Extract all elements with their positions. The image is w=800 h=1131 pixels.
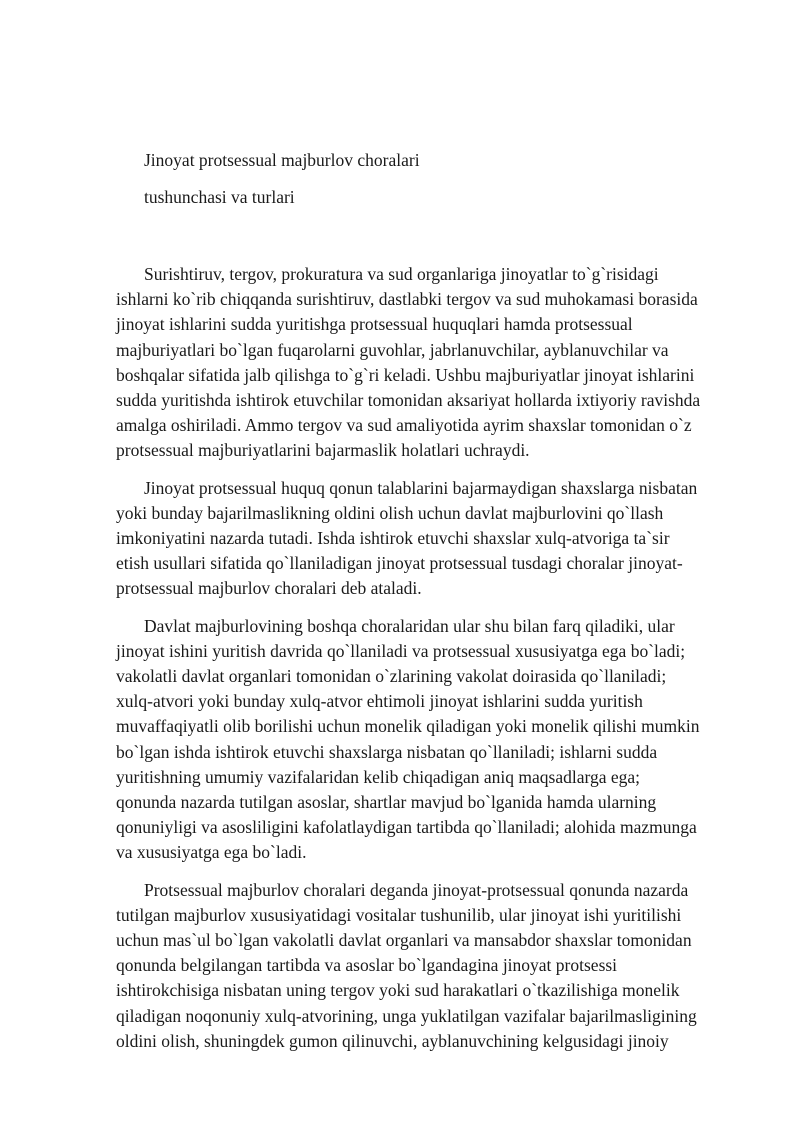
document-title-line-2: tushunchasi va turlari bbox=[144, 187, 295, 207]
paragraph-4: Protsessual majburlov choralari deganda jinoyat-protsessual qonunda nazarda tutilgan majburlov xususiyatidagi vositalar tushunilib, ular jinoyat ishi yuritilishi uchun mas`ul bo`lgan vakolatli davlat organlari va mansabdor shaxslar tomonidan qonunda belgilangan tartibda va asoslar bo`lgandagina jinoyat protsessi ishtirokchisiga nisbatan uning tergov yoki sud harakatlari o`tkazilishiga monelik qiladigan noqonuniy xulq-atvorining, unga yuklatilgan vazifalar bajarilmasligining oldini olish, shuningdek gumon qilinuvchi, ayblanuvchining kelgusidagi jinoiy bbox=[116, 879, 697, 1051]
paragraph-1: Surishtiruv, tergov, prokuratura va sud organlariga jinoyatlar to`g`risidagi ishlarni ko`rib chiqqanda surishtiruv, dastlabki tergov va sud muhokamasi borasida jinoyat ishlarini suddа yuritishga protsessual huquqlari hamda protsessual majburiyatlari bo`lgan fuqarolarni guvohlar, jabrlanuvchilar, ayblanuvchilar va boshqalar sifatida jalb qilishga to`g`ri keladi. Ushbu majburiyatlar jinoyat ishlarini sudda yuritishda ishtirok etuvchilar tomonidan aksariyat hollarda ixtiyoriy ravishda amalga oshiriladi. Ammo tergov va sud amaliyotida ayrim shaxslar tomonidan o`z protsessual majburiyatlarini bajarmaslik holatlari uchraydi. bbox=[116, 264, 701, 461]
paragraph-2: Jinoyat protsessual huquq qonun talablarini bajarmaydigan shaxslarga nisbatan yoki bunday bajarilmaslikning oldini olish uchun davlat majburlovini qo`llash imkoniyatini nazarda tutadi. Ishda ishtirok etuvchi shaxslar xulq-atvoriga ta`sir etish usullari sifatida qo`llaniladigan jinoyat protsessual tusdagi choralar jinoyat- protsessual majburlov choralari deb ataladi. bbox=[116, 477, 698, 599]
document-title-line-1: Jinoyat protsessual majburlov choralari bbox=[144, 150, 420, 170]
document-body bbox=[116, 262, 746, 1066]
paragraph-3: Davlat majburlovining boshqa choralaridan ular shu bilan farq qiladiki, ular jinoyat ishini yuritish davrida qo`llaniladi va protsessual xususiyatga ega bo`ladi; vakolatli davlat organlari tomonidan o`zlarining vakolat doirasida qo`llaniladi; xulq-atvori yoki bunday xulq-atvor ehtimoli jinoyat ishlarini sudda yuritish muvaffaqiyatli olib borilishi uchun monelik qiladigan yoki monelik qilishi mumkin bo`lgan ishda ishtirok etuvchi shaxslarga nisbatan qo`llaniladi; ishlarni sudda yuritishning umumiy vazifalaridan kelib chiqadigan aniq maqsadlarga ega; qonunda nazarda tutilgan asoslar, shartlar mavjud bo`lganida hamda ularning qonuniyligi va asosliligini kafolatlaydigan tartibda qo`llaniladi; alohida mazmunga va xususiyatga ega bo`ladi. bbox=[116, 615, 700, 863]
